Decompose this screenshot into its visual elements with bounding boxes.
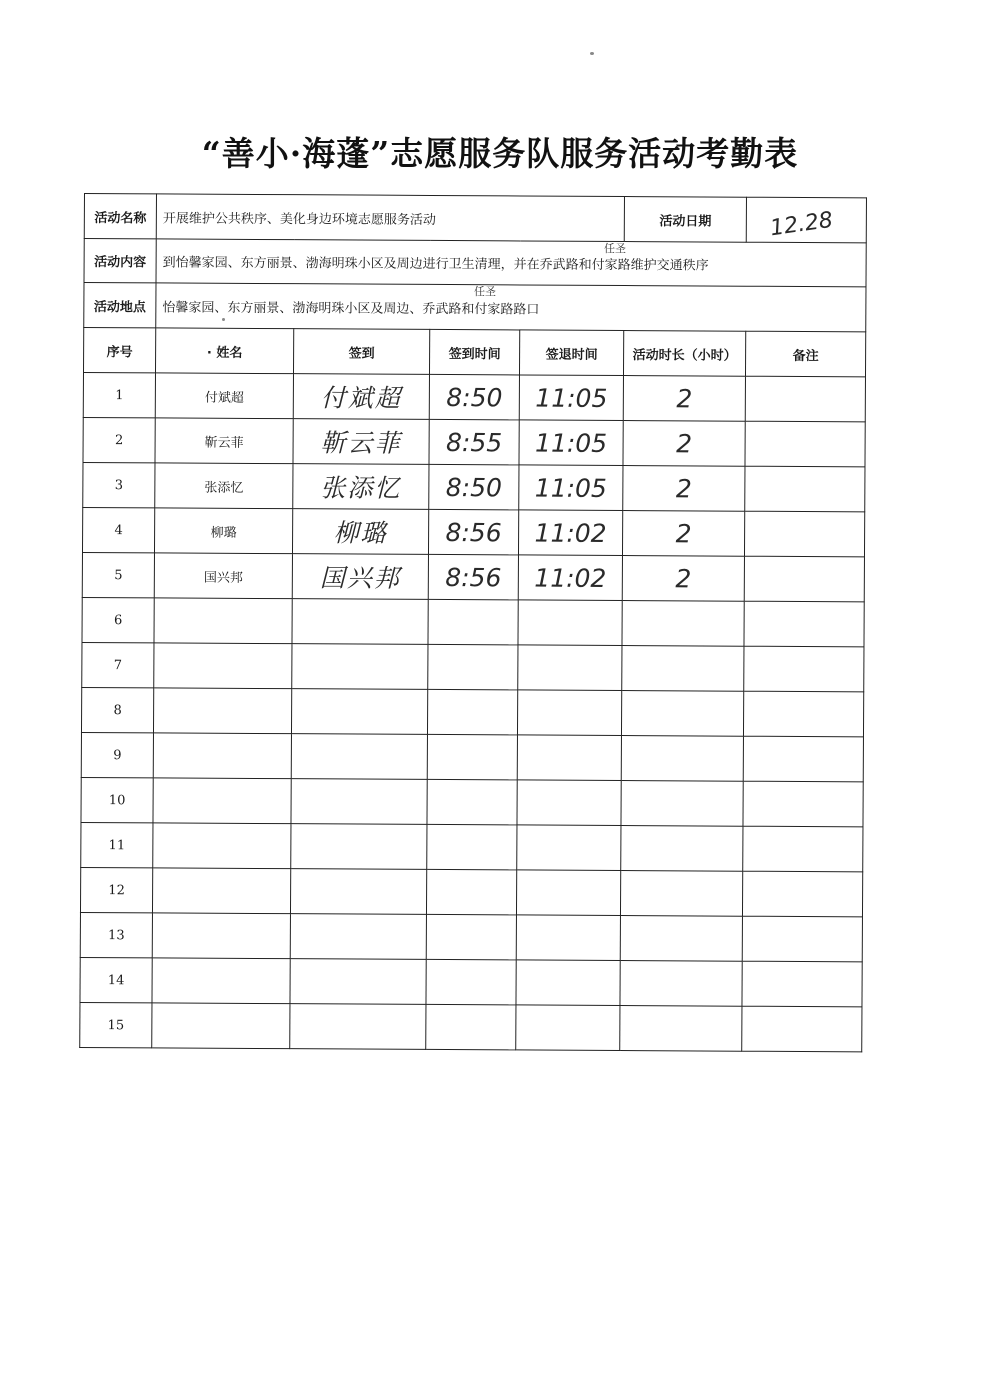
- row-number: 6: [82, 597, 154, 642]
- activity-content-row: [84, 239, 866, 287]
- table-row: [81, 822, 863, 871]
- row-name: [153, 688, 291, 734]
- table-row: [82, 507, 864, 556]
- activity-date-handwritten: 12.28: [768, 207, 835, 242]
- row-sign-in-time: [428, 599, 518, 645]
- row-sign-out-time: [518, 645, 622, 691]
- row-signature: [290, 959, 426, 1005]
- table-row: [83, 417, 865, 466]
- row-sign-in-time: 8:56: [428, 509, 518, 555]
- row-signature: 柳璐: [292, 509, 428, 555]
- row-note: [744, 646, 864, 692]
- row-duration: 2: [622, 556, 744, 602]
- row-note: [745, 466, 865, 512]
- row-duration: [621, 691, 743, 737]
- header-sign: 签到: [293, 329, 429, 375]
- row-sign-out-time: [517, 780, 621, 826]
- table-row: [81, 687, 863, 736]
- row-sign-out-time: [517, 825, 621, 871]
- header-row: [83, 328, 865, 377]
- row-number: 7: [82, 642, 154, 687]
- row-sign-in-time: [426, 1004, 516, 1050]
- row-sign-out-time: [516, 870, 620, 916]
- activity-name-label: 活动名称: [84, 194, 156, 239]
- row-duration: 2: [622, 511, 744, 557]
- row-signature: [291, 824, 427, 870]
- row-signature: 张添忆: [293, 464, 429, 510]
- table-row: [81, 777, 863, 826]
- header-note: 备注: [746, 331, 866, 377]
- row-signature: [290, 869, 426, 915]
- row-duration: [620, 961, 742, 1007]
- row-duration: 2: [623, 466, 745, 512]
- row-signature: [292, 599, 428, 645]
- row-name: [154, 598, 292, 644]
- row-sign-in-time: [426, 869, 516, 915]
- table-row: [80, 1002, 862, 1051]
- row-sign-out-time: [517, 735, 621, 781]
- row-duration: [621, 781, 743, 827]
- row-sign-out-time: [516, 1005, 620, 1051]
- row-sign-in-time: 8:50: [429, 374, 519, 420]
- row-name: [153, 733, 291, 779]
- row-sign-out-time: [516, 915, 620, 961]
- row-note: [744, 511, 864, 557]
- scan-speck: [590, 52, 594, 55]
- row-number: 3: [83, 462, 155, 507]
- row-number: 13: [80, 912, 152, 957]
- row-sign-in-time: [427, 689, 517, 735]
- row-sign-out-time: 11:02: [518, 555, 622, 601]
- row-number: 14: [80, 957, 152, 1002]
- row-sign-out-time: 11:02: [518, 510, 622, 556]
- row-sign-in-time: [426, 959, 516, 1005]
- row-sign-in-time: [428, 644, 518, 690]
- table-row: [83, 373, 865, 422]
- header-no: 序号: [83, 328, 155, 373]
- header-sign-in-time: 签到时间: [429, 329, 519, 375]
- activity-content-value: 到怡馨家园、东方丽景、渤海明珠小区及周边进行卫生清理，并在乔武路和付家路维护交通秩序: [156, 239, 866, 287]
- row-duration: [621, 736, 743, 782]
- activity-place-label: 活动地点: [84, 283, 156, 328]
- row-note: [744, 601, 864, 647]
- header-duration: 活动时长（小时）: [624, 331, 746, 377]
- row-name: 柳璐: [154, 508, 292, 554]
- activity-name-row: [84, 194, 866, 243]
- header-sign-out-time: 签退时间: [519, 330, 623, 376]
- row-sign-in-time: [427, 734, 517, 780]
- row-duration: [620, 1006, 742, 1052]
- row-duration: 2: [623, 421, 745, 467]
- row-name: 张添忆: [155, 463, 293, 509]
- row-signature: [292, 644, 428, 690]
- row-duration: 2: [623, 376, 745, 422]
- activity-date-label: 活动日期: [624, 197, 746, 243]
- row-name: [154, 643, 292, 689]
- row-note: [744, 556, 864, 602]
- row-signature: [291, 779, 427, 825]
- row-signature: 付斌超: [293, 374, 429, 420]
- row-signature: 靳云菲: [293, 419, 429, 465]
- correction-mark-content: 任圣: [604, 242, 626, 255]
- attendance-table: [79, 193, 867, 1052]
- row-sign-out-time: [517, 690, 621, 736]
- row-name: [153, 778, 291, 824]
- row-name: [152, 958, 290, 1004]
- row-number: 12: [80, 867, 152, 912]
- table-row: [80, 867, 862, 916]
- row-note: [743, 826, 863, 872]
- row-duration: [620, 916, 742, 962]
- row-number: 2: [83, 417, 155, 462]
- row-signature: [290, 914, 426, 960]
- row-number: 4: [82, 507, 154, 552]
- row-number: 10: [81, 777, 153, 822]
- row-duration: [620, 871, 742, 917]
- row-sign-out-time: [516, 960, 620, 1006]
- row-name: 国兴邦: [154, 553, 292, 599]
- row-name: [152, 1003, 290, 1049]
- row-note: [745, 421, 865, 467]
- row-sign-in-time: 8:50: [429, 464, 519, 510]
- row-signature: [291, 734, 427, 780]
- table-row: [80, 912, 862, 961]
- row-name: 靳云菲: [155, 418, 293, 464]
- row-note: [742, 1006, 862, 1052]
- scan-speck: [222, 318, 225, 321]
- row-note: [743, 736, 863, 782]
- table-row: [80, 957, 862, 1006]
- row-signature: 国兴邦: [292, 554, 428, 600]
- row-sign-out-time: 11:05: [519, 465, 623, 511]
- correction-mark-place: 任圣: [474, 285, 496, 298]
- row-duration: [622, 601, 744, 647]
- row-signature: [290, 1004, 426, 1050]
- row-duration: [622, 646, 744, 692]
- row-sign-in-time: 8:55: [429, 419, 519, 465]
- table-row: [83, 462, 865, 511]
- row-number: 8: [81, 687, 153, 732]
- row-name: [152, 868, 290, 914]
- row-note: [742, 916, 862, 962]
- table-row: [82, 642, 864, 691]
- row-sign-in-time: [427, 824, 517, 870]
- row-note: [742, 961, 862, 1007]
- row-sign-in-time: [427, 779, 517, 825]
- row-sign-out-time: [518, 600, 622, 646]
- header-name: · 姓名: [155, 328, 293, 374]
- row-sign-out-time: 11:05: [519, 420, 623, 466]
- table-row: [82, 597, 864, 646]
- row-duration: [621, 826, 743, 872]
- row-number: 9: [81, 732, 153, 777]
- row-number: 15: [80, 1002, 152, 1047]
- row-note: [743, 691, 863, 737]
- row-name: [152, 913, 290, 959]
- row-note: [745, 376, 865, 422]
- activity-content-label: 活动内容: [84, 239, 156, 283]
- row-note: [742, 871, 862, 917]
- row-number: 1: [83, 373, 155, 418]
- table-row: [82, 552, 864, 601]
- row-signature: [291, 689, 427, 735]
- activity-place-value: 怡馨家园、东方丽景、渤海明珠小区及周边、乔武路和付家路路口: [156, 283, 866, 332]
- row-number: 11: [81, 822, 153, 867]
- row-number: 5: [82, 552, 154, 597]
- row-sign-in-time: 8:56: [428, 554, 518, 600]
- row-note: [743, 781, 863, 827]
- activity-name-value: 开展维护公共秩序、美化身边环境志愿服务活动: [156, 194, 624, 242]
- row-name: [153, 823, 291, 869]
- page-title: “善小·海蓬”志愿服务队服务活动考勤表: [201, 134, 799, 173]
- row-name: 付斌超: [155, 373, 293, 419]
- row-sign-in-time: [426, 914, 516, 960]
- row-sign-out-time: 11:05: [519, 375, 623, 421]
- table-row: [81, 732, 863, 781]
